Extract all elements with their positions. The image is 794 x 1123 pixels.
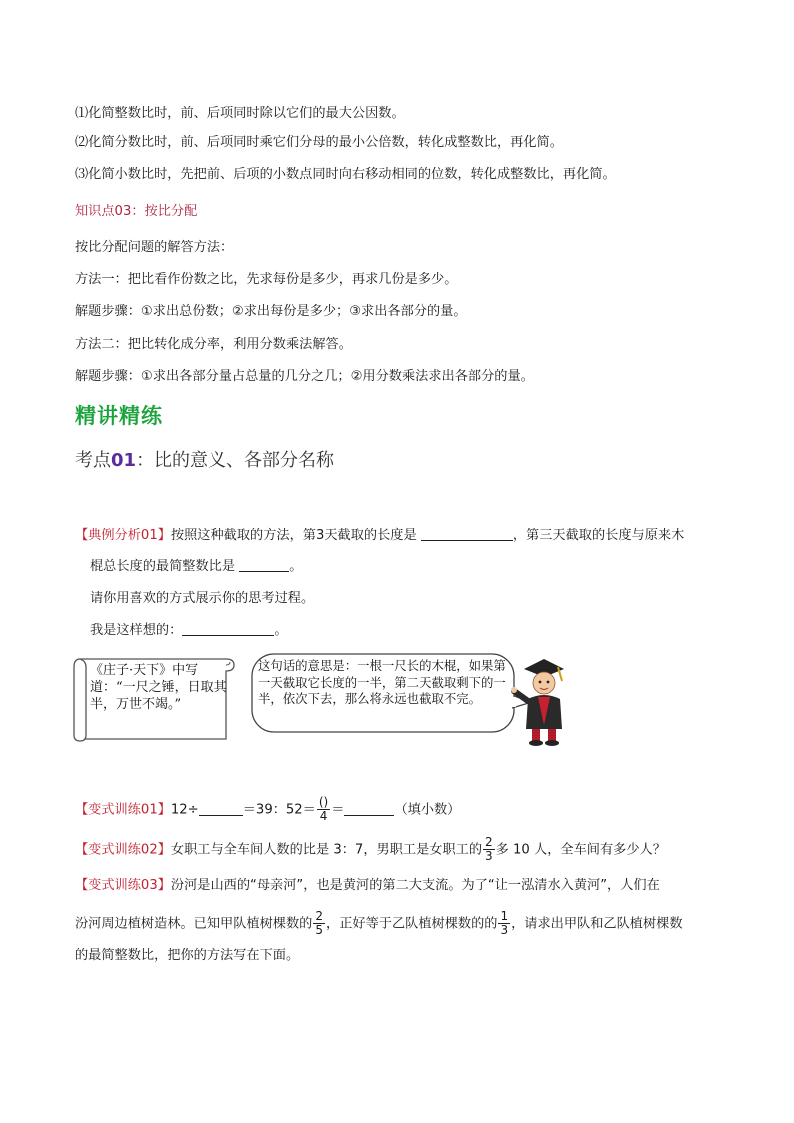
scroll-illustration	[72, 655, 234, 743]
rule-decimal-ratio: ⑶化简小数比时，先把前、后项的小数点同时向右移动相同的位数，转化成整数比，再化简。	[75, 167, 616, 182]
variant-02-text-b: 多 10 人，全车间有多少人？	[495, 842, 666, 858]
variant-03-text-b1: 汾河周边植树造林。已知甲队植树棵数的	[75, 916, 313, 932]
exam-point-heading	[75, 446, 334, 472]
fraction-numerator: 2	[485, 835, 493, 849]
fraction-blank-over-4	[317, 796, 330, 823]
variant-02	[75, 836, 666, 863]
fraction-numerator: 2	[315, 909, 324, 923]
fraction-numerator: 1	[500, 909, 509, 923]
fraction-denominator: 3	[485, 849, 493, 863]
example-tag: 【典例分析01】	[75, 528, 171, 543]
example-text-1: 按照这种截取的方法，第3天截取的长度是	[170, 528, 417, 543]
fraction-one-third	[498, 910, 510, 937]
speech-bubble-text: 这句话的意思是：一根一尺长的木棍，如果第一天截取它长度的一半，第二天截取剩下的一半，依次下去，那么将永远也截取不完。	[258, 658, 506, 706]
variant-01-tag: 【变式训练01】	[75, 802, 171, 818]
kp03-method-1: 方法一：把比看作份数之比，先求每份是多少，再求几份是多少。	[75, 272, 458, 287]
variant-01-text-c: ＝	[331, 802, 345, 818]
scroll-quote: 《庄子·天下》中写道：“一尺之锤，日取其半，万世不竭。”	[90, 663, 227, 712]
answer-blank-divisor[interactable]	[199, 801, 243, 816]
variant-03-line-2	[75, 910, 683, 937]
variant-03-line-1	[75, 876, 660, 896]
exam-point-number: 01	[111, 450, 137, 471]
variant-01-text-b: ＝39：52＝	[242, 802, 316, 818]
variant-03-text-a: 汾河是山西的“母亲河”，也是黄河的第二大支流。为了“让一泓清水入黄河”，人们在	[170, 878, 660, 893]
kp03-method-1-steps: 解题步骤：①求出总份数；②求出每份是多少；③求出各部分的量。	[75, 304, 467, 319]
fraction-denominator: 4	[319, 809, 328, 823]
example-text-3: 棍总长度的最简整数比是	[90, 559, 236, 574]
example-text-2: ，第三天截取的长度与原来木	[512, 528, 685, 543]
example-line-4	[90, 621, 288, 641]
fraction-two-fifths	[313, 910, 325, 937]
example-text-5: 我是这样想的：	[90, 623, 183, 638]
answer-blank-simplest-ratio[interactable]	[239, 557, 289, 572]
fraction-denominator: 3	[500, 923, 509, 937]
variant-01-text-d: （填小数）	[394, 802, 461, 818]
kp03-method-2-steps: 解题步骤：①求出各部分量占总量的几分之几；②用分数乘法求出各部分的量。	[75, 369, 534, 384]
example-line-1	[75, 526, 684, 546]
kp03-method-2: 方法二：把比转化成分率，利用分数乘法解答。	[75, 337, 352, 352]
exam-point-prefix: 考点	[75, 450, 111, 471]
variant-01	[75, 796, 460, 823]
knowledge-point-03-title: 知识点03：按比分配	[75, 204, 198, 219]
exam-point-title: ：比的意义、各部分名称	[136, 450, 335, 471]
example-line-2	[90, 557, 302, 577]
variant-03-tag: 【变式训练03】	[75, 878, 171, 893]
answer-blank-thinking[interactable]	[182, 621, 274, 636]
kp03-intro: 按比分配问题的解答方法：	[75, 240, 234, 255]
answer-blank-decimal[interactable]	[344, 801, 394, 816]
fraction-denominator: 5	[315, 923, 324, 937]
variant-03-line-3: 的最简整数比，把你的方法写在下面。	[75, 948, 300, 963]
answer-blank-day3-length[interactable]	[421, 526, 513, 541]
variant-02-text-a: 女职工与全车间人数的比是 3：7，男职工是女职工的	[170, 842, 483, 858]
variant-01-text-a: 12÷	[170, 802, 199, 818]
rule-integer-ratio: ⑴化简整数比时，前、后项同时除以它们的最大公因数。	[75, 106, 405, 121]
rule-fraction-ratio: ⑵化简分数比时，前、后项同时乘它们分母的最小公倍数，转化成整数比，再化简。	[75, 135, 563, 150]
fraction-two-thirds	[483, 836, 495, 863]
example-text-5-end: 。	[274, 623, 288, 638]
variant-02-tag: 【变式训练02】	[75, 842, 171, 858]
variant-03-text-b3: ，请求出甲队和乙队植树棵数	[511, 916, 683, 932]
example-text-3-end: 。	[289, 559, 303, 574]
fraction-numerator: ()	[318, 795, 329, 809]
section-title: 精讲精练	[75, 403, 163, 428]
example-line-3: 请你用喜欢的方式展示你的思考过程。	[90, 591, 315, 606]
variant-03-text-b2: ，正好等于乙队植树棵数的的	[326, 916, 498, 932]
scholar-cartoon-icon	[510, 655, 574, 747]
